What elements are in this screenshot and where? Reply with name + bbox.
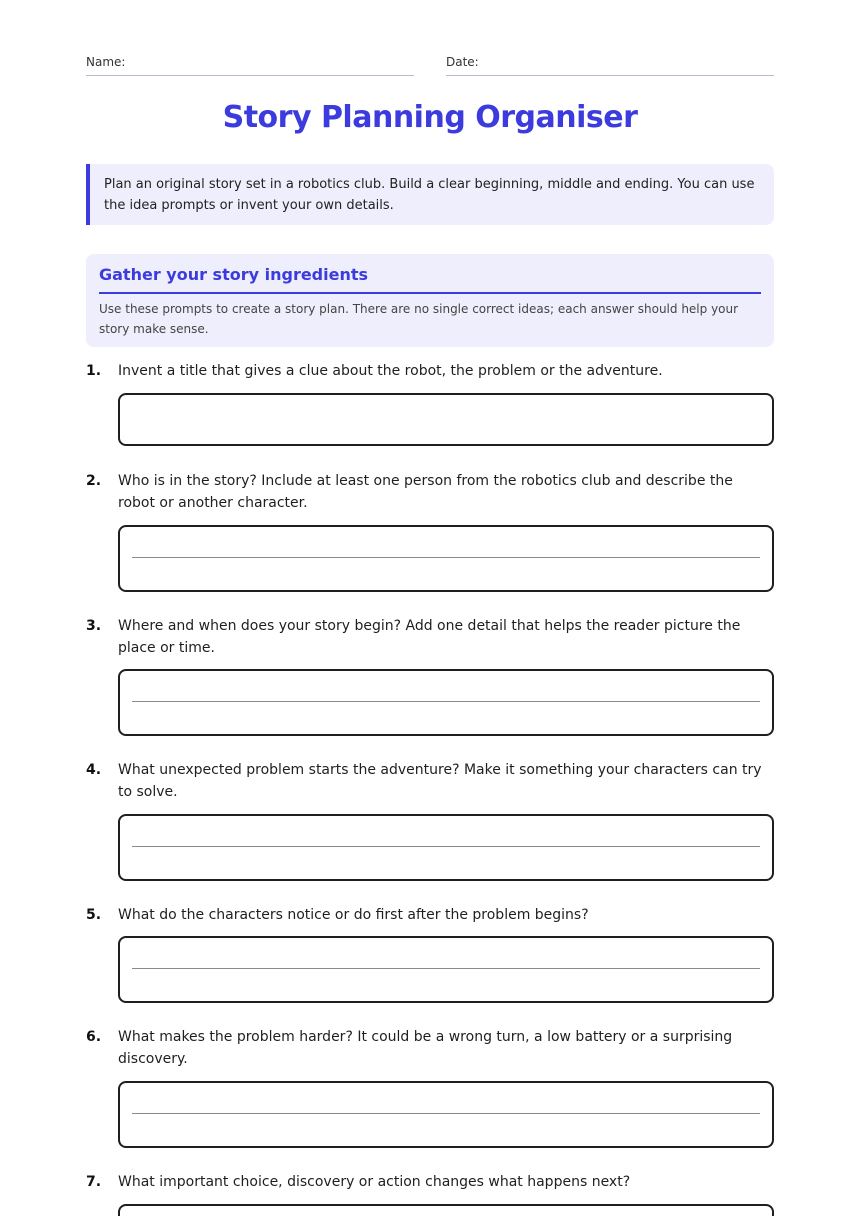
question-number: 6. xyxy=(86,1029,102,1045)
question-number: 2. xyxy=(86,473,102,489)
answer-box-4[interactable] xyxy=(118,814,774,881)
writing-line xyxy=(132,701,760,702)
section-description: Use these prompts to create a story plan. There are no single correct ideas; each answer should help your story make sense. xyxy=(99,302,739,336)
question-number: 3. xyxy=(86,618,102,634)
answer-box-1[interactable] xyxy=(118,393,774,446)
intro-callout xyxy=(86,164,774,225)
question-number: 4. xyxy=(86,762,102,778)
question-text: Where and when does your story begin? Add one detail that helps the reader picture the place or time. xyxy=(118,618,741,656)
question-text: What unexpected problem starts the adventure? Make it something your characters can try to solve. xyxy=(118,762,762,800)
writing-line xyxy=(132,846,760,847)
question-text: Invent a title that gives a clue about the robot, the problem or the adventure. xyxy=(118,363,663,379)
answer-box-5[interactable] xyxy=(118,936,774,1003)
answer-box-2[interactable] xyxy=(118,525,774,592)
answer-box-7[interactable] xyxy=(118,1204,774,1216)
section-header xyxy=(86,254,774,347)
answer-box-3[interactable] xyxy=(118,669,774,736)
question-text: What do the characters notice or do first after the problem begins? xyxy=(118,907,589,923)
page-title: Story Planning Organiser xyxy=(222,100,638,135)
date-label: Date: xyxy=(446,55,479,69)
name-label: Name: xyxy=(86,55,126,69)
writing-line xyxy=(132,968,760,969)
date-field[interactable] xyxy=(446,52,774,76)
question-text: What important choice, discovery or action changes what happens next? xyxy=(118,1174,631,1190)
question-number: 7. xyxy=(86,1174,102,1190)
writing-line xyxy=(132,557,760,558)
section-title: Gather your story ingredients xyxy=(99,264,761,294)
question-text: What makes the problem harder? It could be a wrong turn, a low battery or a surprising discovery. xyxy=(118,1029,733,1067)
name-field[interactable] xyxy=(86,52,414,76)
answer-box-6[interactable] xyxy=(118,1081,774,1148)
intro-text: Plan an original story set in a robotics club. Build a clear beginning, middle and ending. You can use the idea prompts or invent your own details. xyxy=(104,177,755,213)
question-number: 5. xyxy=(86,907,102,923)
question-text: Who is in the story? Include at least one person from the robotics club and describe the robot or another character. xyxy=(118,473,733,511)
writing-line xyxy=(132,1113,760,1114)
student-info-row xyxy=(86,52,774,76)
question-number: 1. xyxy=(86,363,102,379)
